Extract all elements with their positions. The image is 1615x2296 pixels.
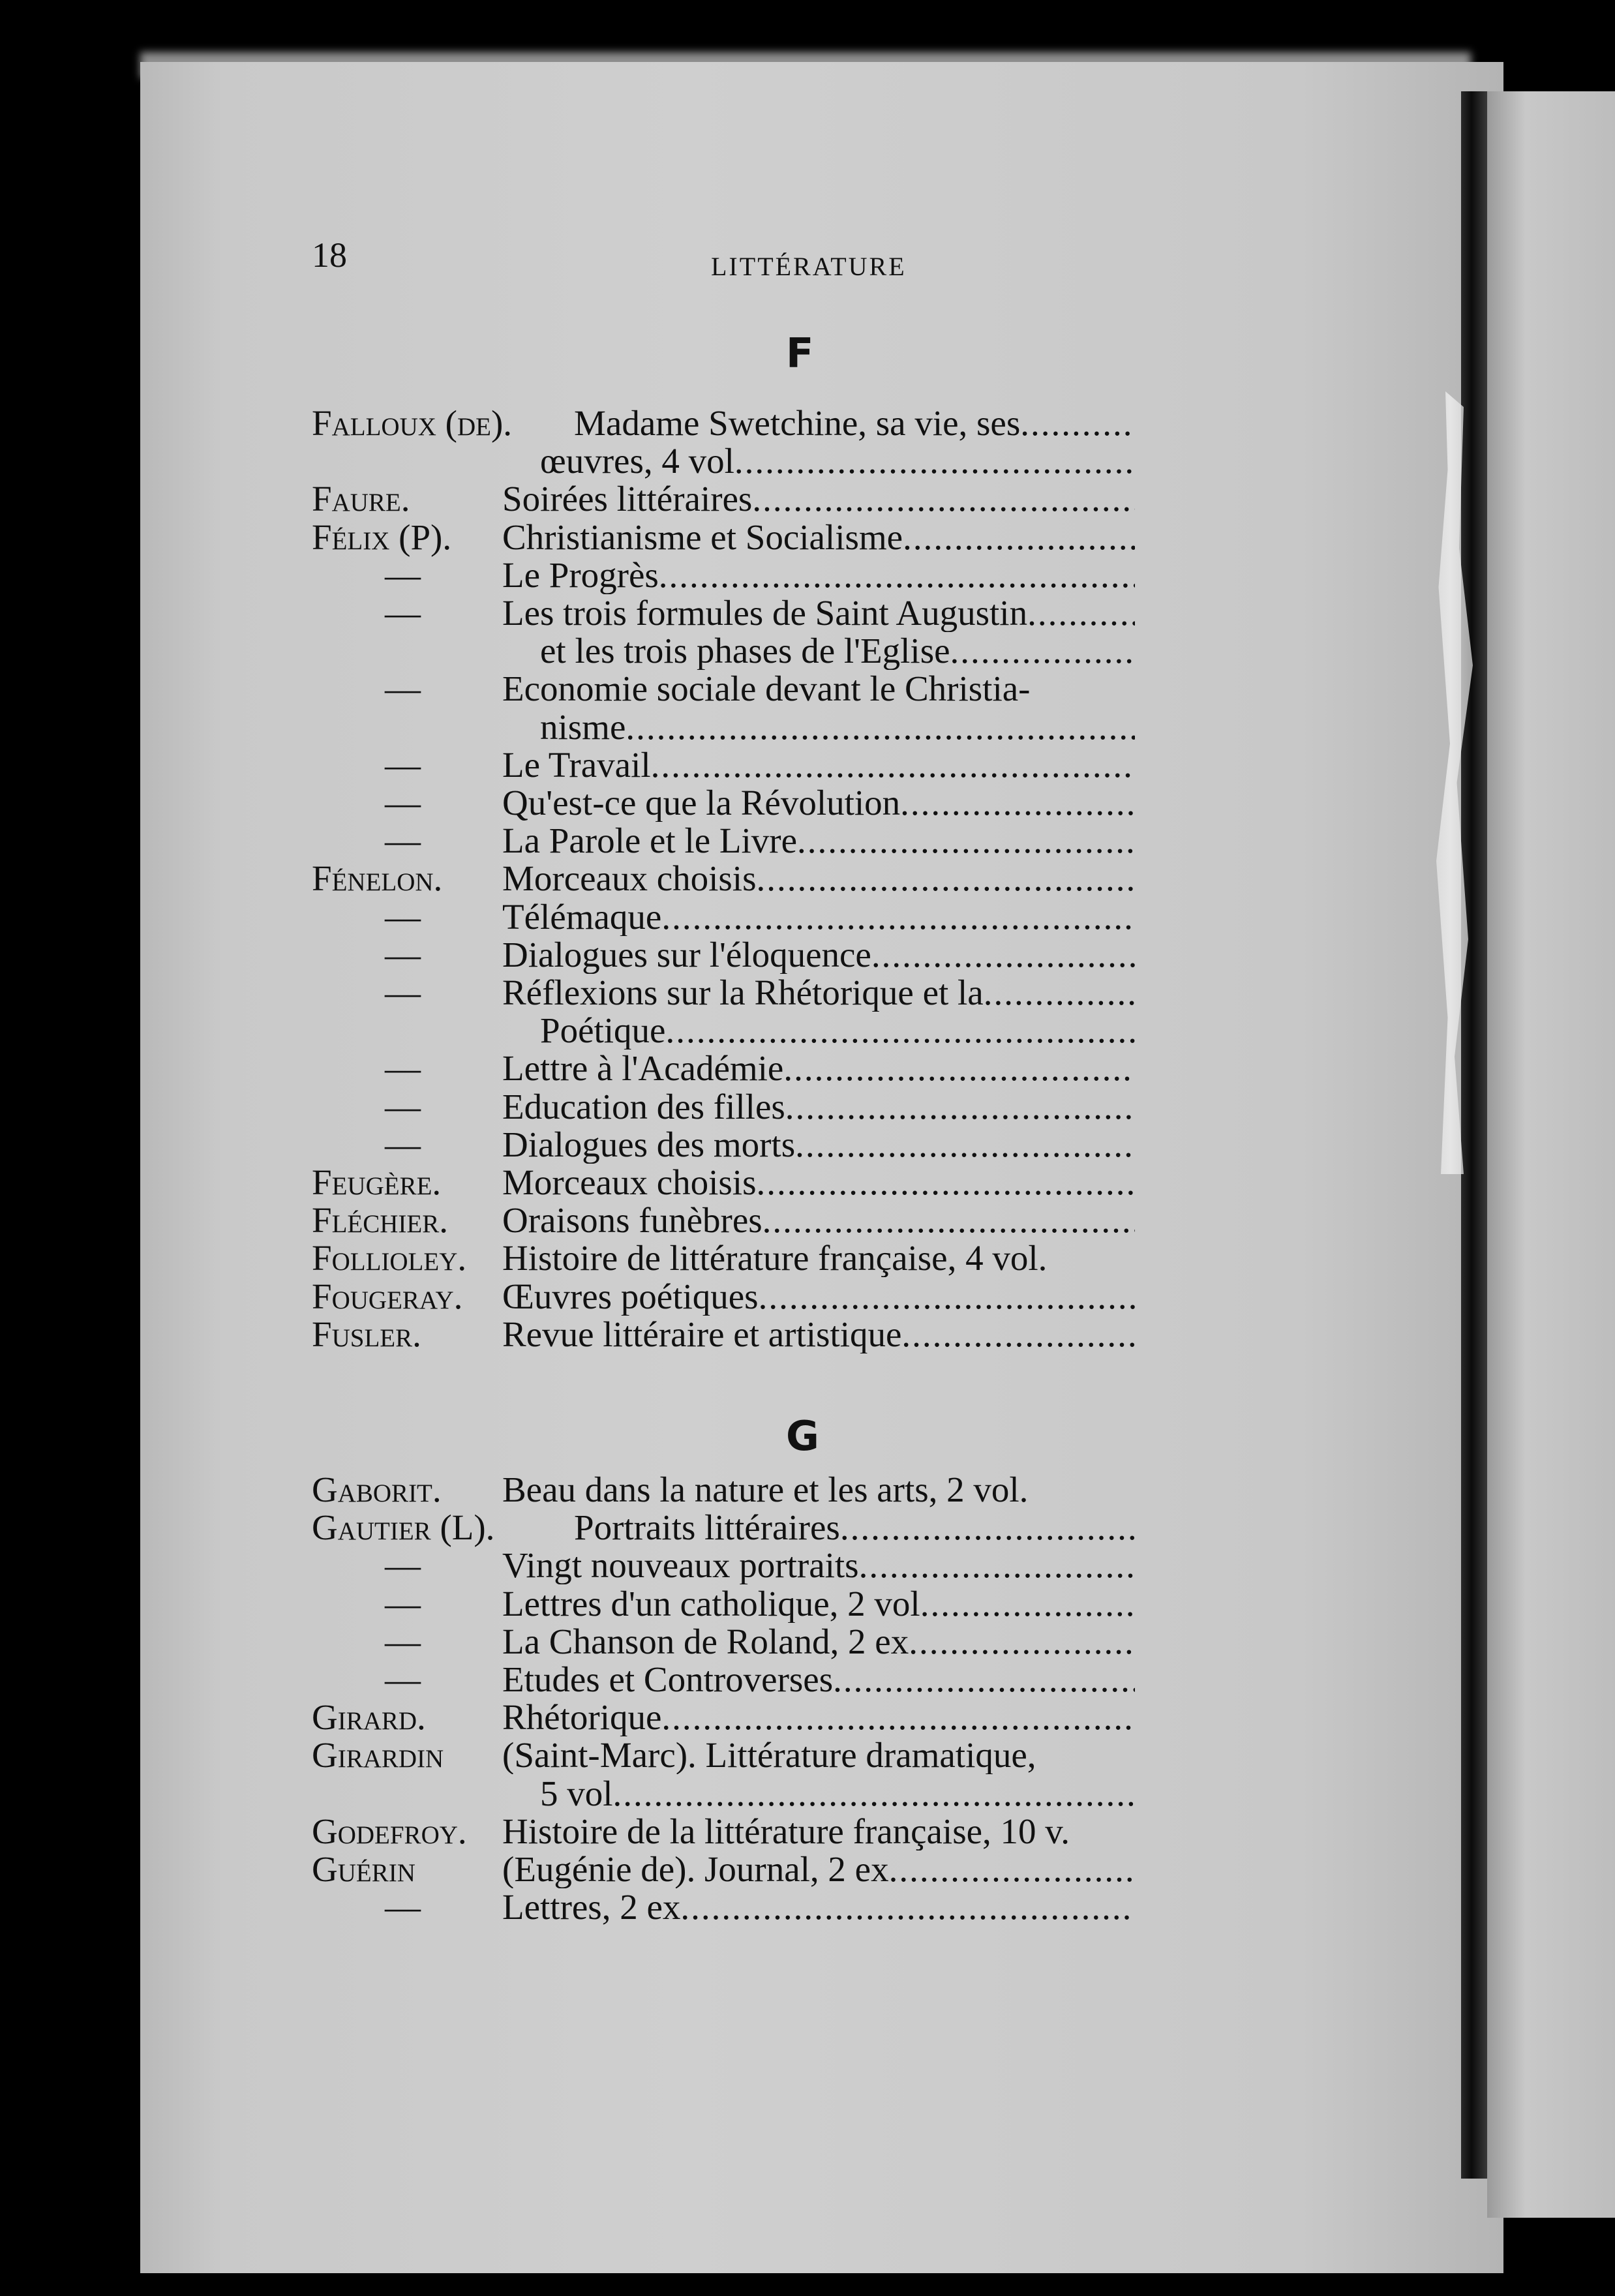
catalog-entry (0, 1316, 1615, 1353)
dot-leader (626, 708, 1135, 746)
dot-leader (920, 1585, 1135, 1623)
ditto-dash: — (385, 783, 421, 823)
entry-author: Godefroy. (312, 1811, 467, 1851)
ditto-dash: — (385, 1048, 421, 1089)
catalog-entry (0, 1239, 1615, 1277)
entry-title-text: Portraits littéraires (574, 1509, 840, 1547)
entry-title (502, 898, 1135, 936)
dot-leader (783, 1050, 1135, 1087)
catalog-entry (0, 556, 1615, 594)
entry-title (502, 1623, 1135, 1661)
ditto-dash: — (385, 1887, 421, 1927)
entry-title-text: Vingt nouveaux portraits (502, 1547, 859, 1585)
entry-title (502, 784, 1135, 822)
ditto-dash: — (385, 896, 421, 937)
dot-leader (795, 1126, 1135, 1164)
dot-leader (659, 556, 1135, 594)
entry-title (540, 442, 1135, 480)
entry-title (502, 480, 1135, 518)
letter-heading-f: F (786, 329, 814, 377)
entry-title (502, 556, 1135, 594)
catalog-entry (0, 1775, 1615, 1813)
entry-title-text: Réflexions sur la Rhétorique et la (502, 974, 984, 1012)
entry-author: Fougeray. (312, 1276, 463, 1316)
page-number: 18 (312, 235, 347, 275)
catalog-entry (0, 1888, 1615, 1926)
entry-title (502, 1471, 1135, 1509)
entry-title (574, 404, 1135, 442)
entry-title (502, 974, 1135, 1012)
section-heading: LITTÉRATURE (711, 252, 907, 281)
entry-title-text: Lettre à l'Académie (502, 1050, 784, 1088)
catalog-entry (0, 519, 1615, 556)
catalog-entry (0, 936, 1615, 974)
entry-author: Gaborit. (312, 1470, 442, 1509)
entry-author: Faure. (312, 479, 410, 519)
entry-title-text: Histoire de littérature française, 4 vol. (502, 1239, 1048, 1278)
catalog-entry (0, 670, 1615, 708)
entry-title-text: Œuvres poétiques (502, 1277, 759, 1316)
entry-title (502, 1088, 1135, 1126)
catalog-entry (0, 1661, 1615, 1699)
entry-title-text: Madame Swetchine, sa vie, ses (574, 404, 1021, 442)
entry-title-text: Education des filles (502, 1087, 785, 1126)
dot-leader (757, 860, 1136, 898)
entry-title (502, 1888, 1135, 1926)
dot-leader (901, 1316, 1135, 1353)
entry-title-text: La Chanson de Roland, 2 ex (502, 1622, 909, 1661)
dot-leader (665, 1012, 1135, 1050)
entry-author: Guérin (312, 1849, 415, 1889)
catalog-entry (0, 708, 1615, 746)
dot-leader (680, 1888, 1135, 1926)
dot-leader (1027, 594, 1135, 632)
entry-title (502, 1661, 1135, 1699)
entry-title (540, 708, 1135, 746)
letter-heading-g: G (786, 1412, 819, 1460)
ditto-dash: — (385, 554, 421, 595)
entry-title (540, 632, 1135, 670)
entry-author: Félix (P). (312, 517, 452, 557)
catalog-entry (0, 594, 1615, 632)
dot-leader (950, 632, 1135, 670)
entry-title (540, 1012, 1135, 1050)
catalog-entry (0, 1050, 1615, 1087)
entry-title (502, 860, 1135, 898)
entry-author: Gautier (L). (312, 1507, 495, 1548)
dot-leader (859, 1547, 1135, 1584)
entry-author: Fléchier. (312, 1200, 448, 1241)
dot-leader (752, 480, 1135, 518)
entry-title-text: Soirées littéraires (502, 480, 753, 519)
entry-title (502, 1164, 1135, 1201)
entry-title-text: Revue littéraire et artistique (502, 1315, 902, 1353)
entry-title-text: Etudes et Controverses (502, 1661, 834, 1699)
dot-leader (785, 1088, 1135, 1126)
dot-leader (833, 1661, 1135, 1699)
entry-title-text: (Saint-Marc). Littérature dramatique, (502, 1736, 1036, 1775)
ditto-dash: — (385, 744, 421, 785)
entry-title-text: Christianisme et Socialisme (502, 518, 903, 556)
entry-title (502, 822, 1135, 860)
ditto-dash: — (385, 593, 421, 633)
catalog-entry (0, 1164, 1615, 1201)
catalog-entry (0, 860, 1615, 898)
dot-leader (661, 1699, 1135, 1736)
catalog-entry (0, 1088, 1615, 1126)
catalog-entry (0, 1736, 1615, 1774)
entry-title-text: Economie sociale devant le Christia- (502, 670, 1031, 708)
catalog-entry (0, 1278, 1615, 1316)
catalog-entry (0, 822, 1615, 860)
ditto-dash: — (385, 821, 421, 861)
entry-title (540, 1775, 1135, 1813)
entry-title (502, 670, 1135, 708)
catalog-entry (0, 1585, 1615, 1623)
entry-title (502, 746, 1135, 784)
entry-title-text: Qu'est-ce que la Révolution (502, 784, 901, 822)
catalog-entry (0, 1699, 1615, 1736)
ditto-dash: — (385, 973, 421, 1012)
ditto-dash: — (385, 1621, 421, 1661)
entry-title-text: Morceaux choisis (502, 1164, 757, 1201)
dot-leader (661, 898, 1135, 936)
dot-leader (900, 784, 1135, 822)
entry-title-text: 5 vol (540, 1774, 613, 1813)
catalog-entry (0, 480, 1615, 518)
entry-author: Falloux (de). (312, 403, 513, 443)
dot-leader (840, 1509, 1135, 1547)
entry-title (574, 1509, 1135, 1547)
entry-title-text: œuvres, 4 vol (540, 442, 734, 481)
entry-title-text: Le Travail (502, 746, 651, 784)
entry-title-text: La Parole et le Livre (502, 822, 798, 860)
ditto-dash: — (385, 1124, 421, 1164)
entry-title-text: Morceaux choisis (502, 860, 757, 898)
catalog-entry (0, 1547, 1615, 1584)
entry-title (502, 1850, 1135, 1888)
catalog-entry (0, 974, 1615, 1012)
entry-author: Feugère. (312, 1162, 442, 1202)
entry-title-text: nisme (540, 708, 626, 746)
ditto-dash: — (385, 669, 421, 709)
catalog-entry (0, 746, 1615, 784)
entry-title-text: Rhétorique (502, 1699, 662, 1737)
ditto-dash: — (385, 934, 421, 974)
entry-title (502, 1278, 1135, 1316)
dot-leader (651, 746, 1135, 784)
entry-title-text: Lettres d'un catholique, 2 vol (502, 1584, 920, 1623)
ditto-dash: — (385, 1086, 421, 1126)
catalog-entry (0, 442, 1615, 480)
catalog-entry (0, 1850, 1615, 1888)
dot-leader (759, 1278, 1135, 1316)
entry-title-text: Les trois formules de Saint Augustin (502, 594, 1028, 632)
catalog-entry (0, 1126, 1615, 1164)
entry-title (502, 1813, 1135, 1850)
entry-author: Follioley. (312, 1238, 467, 1278)
entry-title-text: Beau dans la nature et les arts, 2 vol. (502, 1471, 1029, 1509)
entry-title (502, 1585, 1135, 1623)
entry-author: Fusler. (312, 1314, 421, 1354)
catalog-entry (0, 1471, 1615, 1509)
entry-author: Girard. (312, 1697, 426, 1738)
entry-title (502, 1126, 1135, 1164)
entry-title (502, 1316, 1135, 1353)
entry-title (502, 1201, 1135, 1239)
entry-title-text: Dialogues sur l'éloquence (502, 935, 871, 974)
entry-title-text: Télémaque (502, 898, 662, 936)
entry-title (502, 1050, 1135, 1087)
catalog-entry (0, 784, 1615, 822)
ditto-dash: — (385, 1659, 421, 1699)
entry-title-text: Lettres, 2 ex (502, 1888, 681, 1927)
dot-leader (909, 1623, 1135, 1661)
entry-title (502, 1699, 1135, 1736)
entry-title-text: Poétique (540, 1012, 666, 1050)
catalog-entry (0, 1813, 1615, 1850)
catalog-entry (0, 1201, 1615, 1239)
entry-title (502, 1239, 1135, 1277)
dot-leader (871, 936, 1135, 974)
catalog-entry (0, 898, 1615, 936)
dot-leader (734, 442, 1135, 480)
entry-title-text: Le Progrès (502, 556, 659, 594)
entry-author: Girardin (312, 1735, 444, 1775)
catalog-entry (0, 1509, 1615, 1547)
dot-leader (903, 519, 1135, 556)
entry-title (502, 1547, 1135, 1584)
entry-title-text: (Eugénie de). Journal, 2 ex (502, 1850, 889, 1888)
dot-leader (757, 1164, 1136, 1201)
ditto-dash: — (385, 1583, 421, 1624)
catalog-entry (0, 632, 1615, 670)
entry-title (502, 936, 1135, 974)
dot-leader (1020, 404, 1135, 442)
entry-title-text: Oraisons funèbres (502, 1201, 762, 1240)
entry-title (502, 1736, 1135, 1774)
entry-title-text: Dialogues des morts (502, 1125, 796, 1164)
catalog-entry (0, 1623, 1615, 1661)
dot-leader (797, 822, 1135, 860)
entry-title-text: Histoire de la littérature française, 10 v. (502, 1812, 1070, 1850)
dot-leader (984, 974, 1135, 1012)
entry-title (502, 519, 1135, 556)
catalog-entry (0, 1012, 1615, 1050)
entry-title-text: et les trois phases de l'Eglise (540, 632, 950, 671)
entry-author: Fénelon. (312, 858, 443, 899)
dot-leader (762, 1201, 1135, 1239)
dot-leader (613, 1775, 1135, 1813)
entry-title (502, 594, 1135, 632)
ditto-dash: — (385, 1545, 421, 1586)
catalog-entry (0, 404, 1615, 442)
dot-leader (889, 1850, 1135, 1888)
